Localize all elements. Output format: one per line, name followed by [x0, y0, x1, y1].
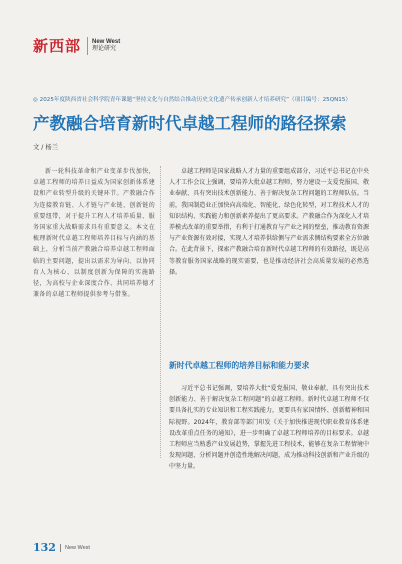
page-footer [33, 541, 90, 554]
magazine-logo [33, 35, 81, 57]
section-heading: 新时代卓越工程师的培养目标和能力要求 [169, 361, 310, 370]
article-author: 文 / 杨兰 [33, 144, 59, 151]
publication-name: New West [64, 544, 90, 551]
magazine-header [33, 34, 120, 58]
body-paragraph-section-1: 习近平总书记强调，要培养大批“爱党报国、敬业奉献、具有突出技术创新能力、善于解决复杂工程问题”的卓越工程师。新时代卓越工程师不仅要具备扎实的专业知识和工程实践能力，更要具有家国情怀、创新精神和国际视野。2024年，教育部等部门印发《关于加快推进现代职业教育体系建设改革重点任务的通知》，进一步明确了卓越工程师培养的目标要求。卓越工程师应当熟悉产业发展趋势，掌握先进工程技术，能够在复杂工程情境中发现问题、分析问题并创造性地解决问题，成为推动科技创新和产业升级的中坚力量。 [169, 385, 369, 471]
body-paragraph-intro: 卓越工程师是国家战略人才力量的重要组成部分，习近平总书记在中央人才工作会议上强调，要培养大批卓越工程师，努力建设一支爱党报国、敬业奉献、具有突出技术创新能力、善于解决复杂工程问题的工程师队伍。当前，我国制造业正加快向高端化、智能化、绿色化转型，对工程技术人才的知识结构、实践能力和创新素养提出了更高要求。产教融合作为深化人才培养模式改革的重要举措，有利于打通教育与产业之间的壁垒，推动教育资源与产业资源有效对接，实现人才培养供给侧与产业需求侧结构要素全方位融合。在此背景下，探索产教融合培育新时代卓越工程师的有效路径，既是高等教育服务国家战略的现实需要，也是推动经济社会高质量发展的必然选择。 [169, 168, 369, 276]
article-abstract: 新一轮科技革命和产业变革步伐加快，卓越工程师的培养日益成为国家创新体系建设和产业转型升级的关键环节。产教融合作为连接教育链、人才链与产业链、创新链的重要纽带，对于提升工程人才培养质量、服务国家重大战略需求具有重要意义。本文在梳理新时代卓越工程师培养目标与内涵的基础上，分析当前产教融合培养卓越工程师面临的主要问题，提出以需求为导向、以协同育人为核心、以制度创新为保障的实施路径，为高校与企业深度合作、共同培养德才兼备的卓越工程师提供参考与借鉴。 [33, 168, 155, 299]
logo-english-name: New West [92, 39, 121, 45]
footer-divider [60, 544, 61, 552]
logo-chinese-text: 新西部 [33, 37, 82, 55]
article-title: 产教融合培育新时代卓越工程师的路径探索 [33, 114, 347, 133]
funding-note: ◎ 2025年度陕西省社会科学院青年课题“坚持文化与自然结合推动历史文化遗产传承创新人才培养研究”（项目编号：25QN15） [33, 97, 352, 103]
page-number: 132 [33, 541, 56, 554]
logo-divider [87, 37, 88, 55]
abstract-divider [160, 166, 161, 458]
logo-english [92, 39, 120, 53]
logo-section-name: 理论研究 [92, 46, 117, 52]
